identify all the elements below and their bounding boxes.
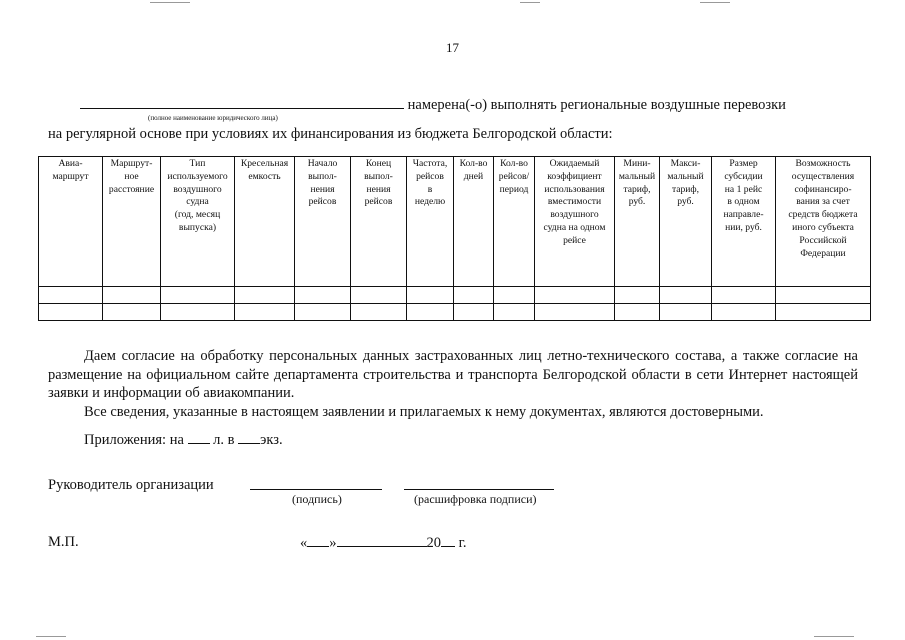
header-load-factor: Ожидаемый коэффициент использования вместимости воздушного судна на одном рейсе <box>535 157 615 287</box>
day-blank[interactable] <box>307 534 329 547</box>
table-cell[interactable] <box>660 304 712 321</box>
header-route-distance: Маршрут- ное расстояние <box>103 157 161 287</box>
intro-line-1 <box>80 96 786 114</box>
copies-count-blank[interactable] <box>238 431 260 444</box>
accuracy-paragraph: Все сведения, указанные в настоящем заявлении и прилагаемых к нему документах, являются достоверными. <box>84 403 764 420</box>
table-cell[interactable] <box>776 287 871 304</box>
scan-edge-mark <box>814 636 854 637</box>
intro-line-2: на регулярной основе при условиях их финансирования из бюджета Белгородской области: <box>48 126 613 142</box>
table-cell[interactable] <box>351 304 407 321</box>
table-cell[interactable] <box>103 287 161 304</box>
table-cell[interactable] <box>712 304 776 321</box>
consent-block <box>48 347 858 421</box>
table-cell[interactable] <box>454 287 494 304</box>
intro-line-1-text: намерена(-о) выполнять региональные воздушные перевозки <box>407 97 786 113</box>
table-header-row <box>39 157 871 287</box>
organization-name-blank <box>80 96 404 109</box>
table-cell[interactable] <box>615 287 660 304</box>
head-of-organization-label: Руководитель организации <box>48 477 214 493</box>
table-cell[interactable] <box>454 304 494 321</box>
table-cell[interactable] <box>712 287 776 304</box>
table-cell[interactable] <box>494 287 535 304</box>
table-cell[interactable] <box>494 304 535 321</box>
year-prefix: 20 <box>426 535 441 551</box>
table-cell[interactable] <box>407 304 454 321</box>
header-min-fare: Мини- мальный тариф, руб. <box>615 157 660 287</box>
table-cell[interactable] <box>407 287 454 304</box>
date-line <box>300 534 467 552</box>
attachments-prefix: Приложения: на <box>84 432 184 448</box>
month-blank[interactable] <box>337 534 427 547</box>
header-seat-capacity: Кресельная емкость <box>235 157 295 287</box>
scan-edge-mark <box>700 2 730 3</box>
header-air-route: Авиа- маршрут <box>39 157 103 287</box>
header-aircraft-type: Тип используемого воздушного судна (год, месяц выпуска) <box>161 157 235 287</box>
page-number: 17 <box>446 40 459 55</box>
table-cell[interactable] <box>235 304 295 321</box>
header-days-count: Кол-во дней <box>454 157 494 287</box>
table-cell[interactable] <box>235 287 295 304</box>
sheets-count-blank[interactable] <box>188 431 210 444</box>
header-start-date: Начало выпол- нения рейсов <box>295 157 351 287</box>
signature-decoding-caption: (расшифровка подписи) <box>414 492 537 506</box>
table-cell[interactable] <box>776 304 871 321</box>
attachments-suffix: экз. <box>260 432 283 448</box>
consent-paragraph: Даем согласие на обработку персональных данных застрахованных лиц летно-технического состава, а также согласие на размещение на официальном сайте департамента строительства и транспорта Белгородской области в сети Интернет настоящей заявки и информации об авиакомпании. <box>48 348 858 401</box>
table-cell[interactable] <box>295 287 351 304</box>
table-row <box>39 287 871 304</box>
table-cell[interactable] <box>351 287 407 304</box>
table-cell[interactable] <box>39 287 103 304</box>
header-cofinancing: Возможность осуществления софинансиро- вания за счет средств бюджета иного субъекта Российской Федерации <box>776 157 871 287</box>
scan-edge-mark <box>150 2 190 3</box>
table-cell[interactable] <box>161 304 235 321</box>
table-cell[interactable] <box>103 304 161 321</box>
scan-edge-mark <box>520 2 540 3</box>
signature-decoding-line[interactable] <box>404 489 554 490</box>
signature-line[interactable] <box>250 489 382 490</box>
table-cell[interactable] <box>295 304 351 321</box>
date-open-quote: « <box>300 535 308 551</box>
header-end-date: Конец выпол- нения рейсов <box>351 157 407 287</box>
table-cell[interactable] <box>615 304 660 321</box>
header-subsidy-per-flight: Размер субсидии на 1 рейс в одном направле- нии, руб. <box>712 157 776 287</box>
year-suffix: г. <box>458 535 467 551</box>
scan-edge-mark <box>36 636 66 637</box>
table-cell[interactable] <box>161 287 235 304</box>
year-blank[interactable] <box>441 534 455 547</box>
table-cell[interactable] <box>39 304 103 321</box>
attachments-line <box>84 431 283 449</box>
header-flights-per-period: Кол-во рейсов/ период <box>494 157 535 287</box>
table-cell[interactable] <box>535 287 615 304</box>
header-max-fare: Макси- мальный тариф, руб. <box>660 157 712 287</box>
signature-caption: (подпись) <box>292 492 342 506</box>
header-weekly-frequency: Частота, рейсов в неделю <box>407 157 454 287</box>
table-cell[interactable] <box>660 287 712 304</box>
table-row <box>39 304 871 321</box>
table-cell[interactable] <box>535 304 615 321</box>
stamp-placeholder-label: М.П. <box>48 534 79 550</box>
organization-name-caption: (полное наименование юридического лица) <box>148 114 278 122</box>
date-close-quote: » <box>329 535 337 551</box>
attachments-middle: л. в <box>213 432 235 448</box>
routes-table <box>38 156 871 321</box>
